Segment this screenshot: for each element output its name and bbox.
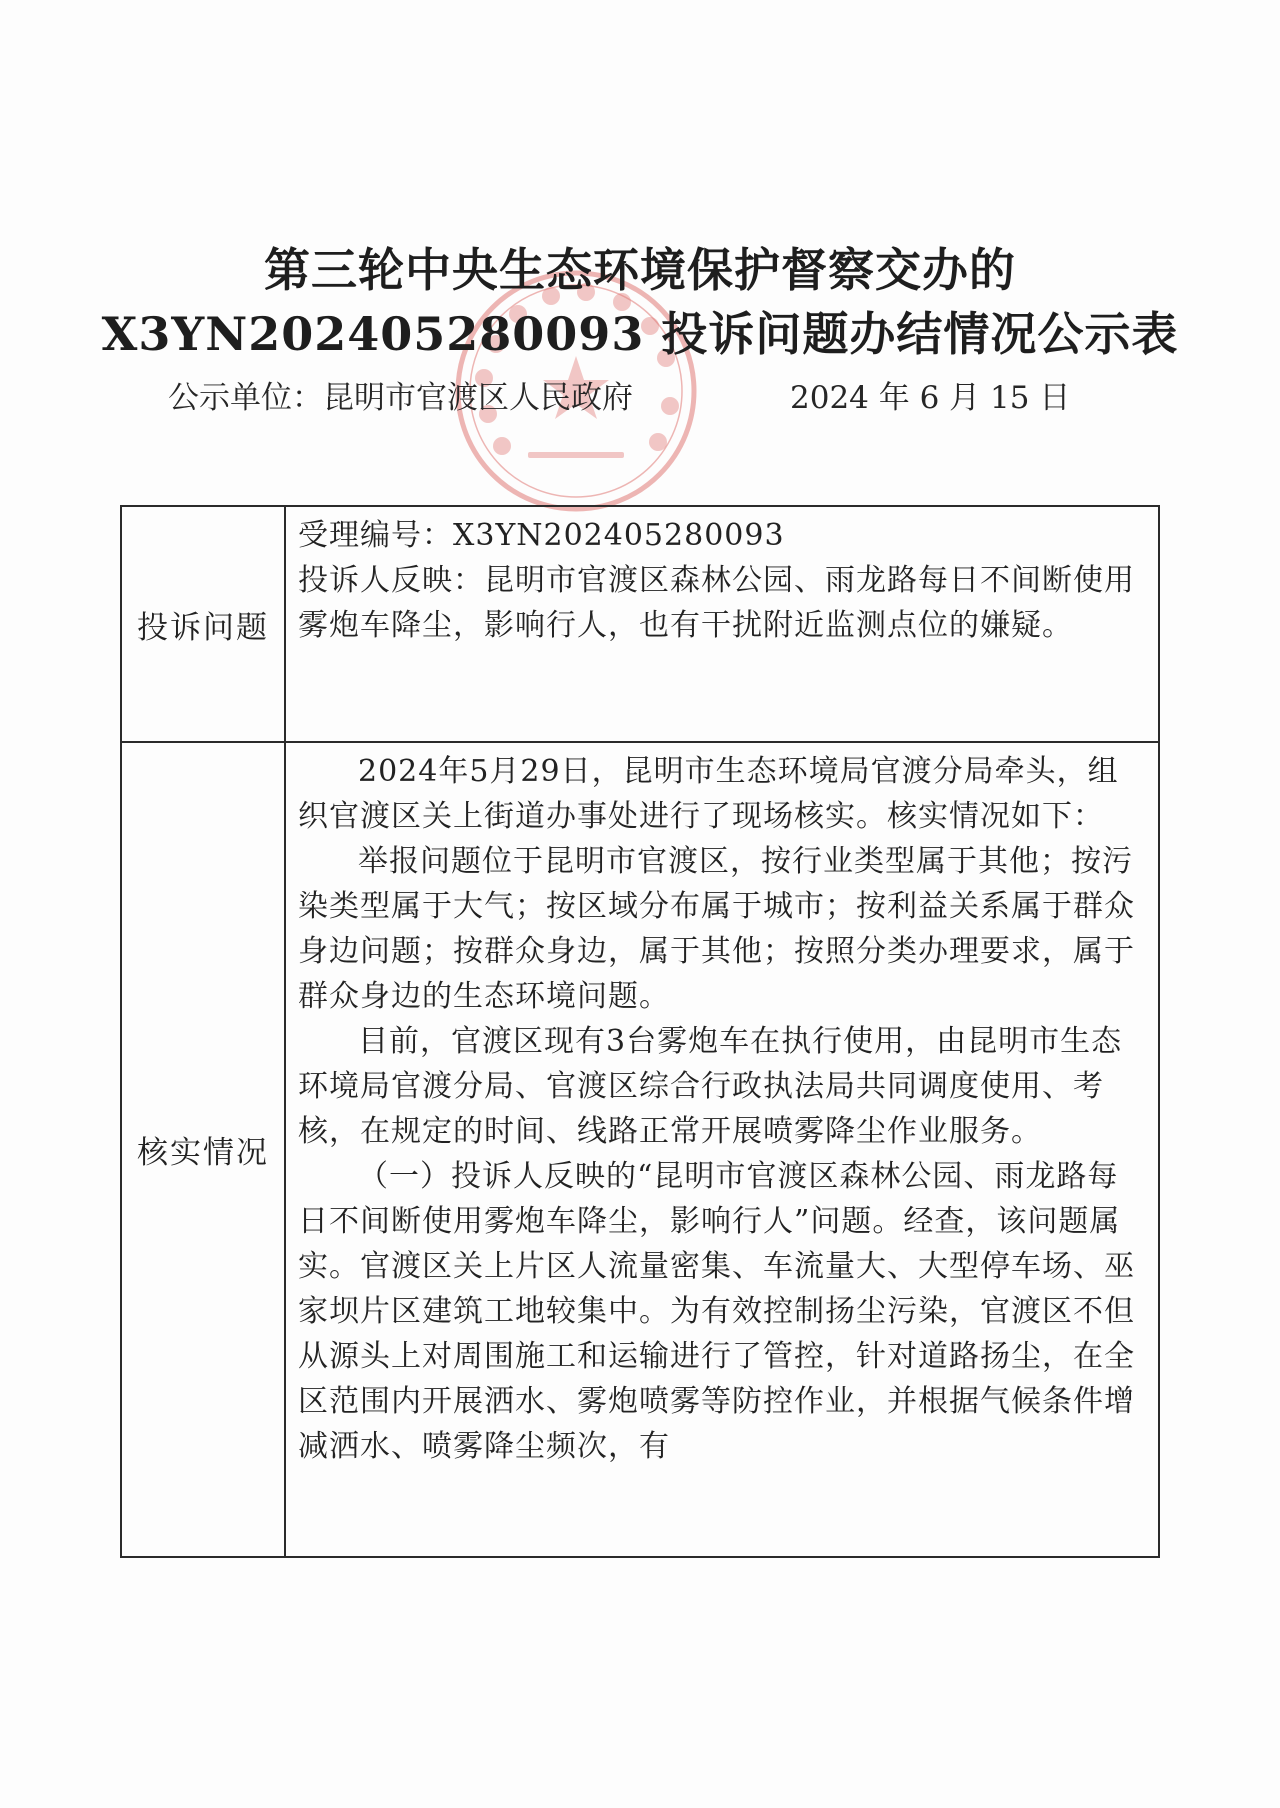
complaint-description: 投诉人反映：昆明市官渡区森林公园、雨龙路每日不间断使用雾炮车降尘，影响行人，也有干扰附近监测点位的嫌疑。 [298,563,1135,643]
complaint-content [285,506,1159,742]
verification-paragraph: 举报问题位于昆明市官渡区，按行业类型属于其他；按污染类型属于大气；按区域分布属于城市；按利益关系属于群众身边问题；按群众身边，属于其他；按照分类办理要求，属于群众身边的生态环境问题。 [298,844,1135,1014]
complaint-label: 投诉问题 [121,506,285,742]
case-number: 受理编号：X3YN202405280093 [298,518,785,553]
verification-row [121,742,1159,1557]
document-title-line2: X3YN202405280093 投诉问题办结情况公示表 [101,307,1179,361]
verification-paragraph: 2024年5月29日，昆明市生态环境局官渡分局牵头，组织官渡区关上街道办事处进行了现场核实。核实情况如下： [298,754,1119,834]
verification-content [285,742,1159,1557]
verification-paragraph: 目前，官渡区现有3台雾炮车在执行使用，由昆明市生态环境局官渡分局、官渡区综合行政执法局共同调度使用、考核，在规定的时间、线路正常开展喷雾降尘作业服务。 [298,1024,1123,1149]
publish-date: 2024 年 6 月 15 日 [790,380,1071,416]
document-title-line1: 第三轮中央生态环境保护督察交办的 [264,243,1016,297]
verification-label: 核实情况 [121,742,285,1557]
complaint-row [121,506,1159,742]
publishing-unit: 公示单位：昆明市官渡区人民政府 [168,380,633,416]
disclosure-table [120,505,1160,1558]
verification-paragraph: （一）投诉人反映的“昆明市官渡区森林公园、雨龙路每日不间断使用雾炮车降尘，影响行人”问题。经查，该问题属实。官渡区关上片区人流量密集、车流量大、大型停车场、巫家坝片区建筑工地较集中。为有效控制扬尘污染，官渡区不但从源头上对周围施工和运输进行了管控，针对道路扬尘，在全区范围内开展洒水、雾炮喷雾等防控作业，并根据气候条件增减洒水、喷雾降尘频次，有 [298,1159,1135,1464]
meta-row [168,372,1071,420]
